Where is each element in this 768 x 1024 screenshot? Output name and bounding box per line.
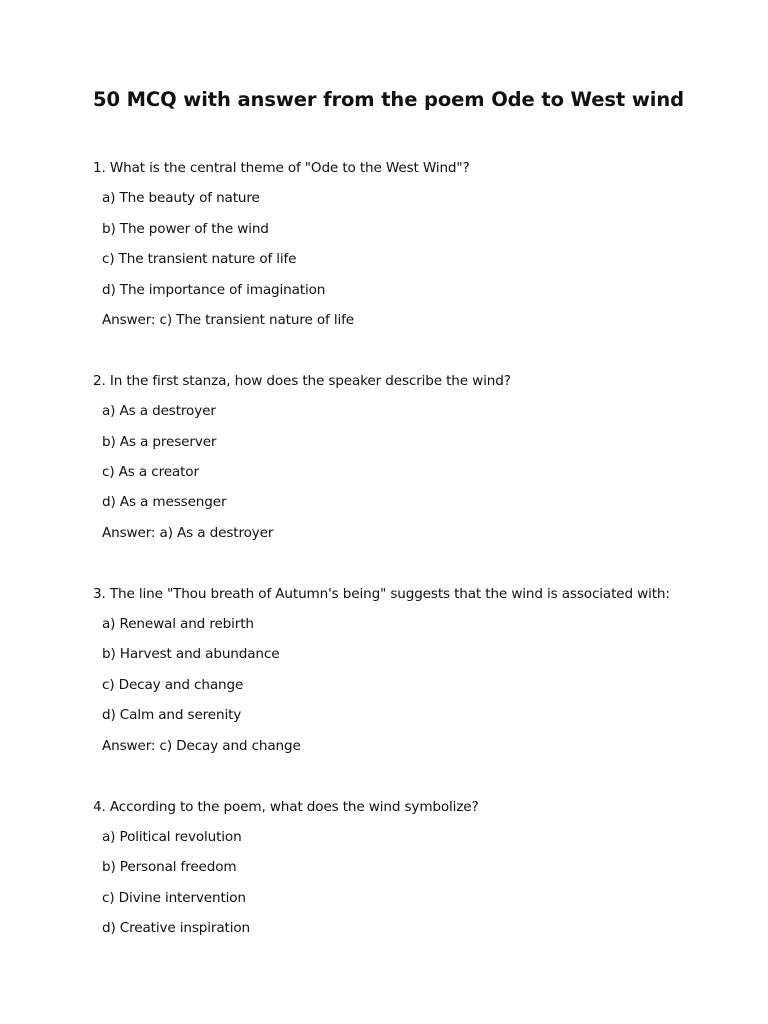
option-d: d) Creative inspiration: [102, 920, 250, 937]
option-a: a) As a destroyer: [102, 403, 216, 420]
option-b: b) As a preserver: [102, 433, 217, 450]
option-c: c) As a creator: [102, 464, 199, 481]
option-b: b) Personal freedom: [102, 859, 237, 876]
page-title: 50 MCQ with answer from the poem Ode to West wind: [93, 88, 684, 111]
option-b: b) The power of the wind: [102, 220, 269, 237]
option-c: c) Divine intervention: [102, 889, 246, 906]
option-d: d) The importance of imagination: [102, 281, 326, 298]
question-text: 2. In the first stanza, how does the speaker describe the wind?: [93, 372, 511, 389]
question-text: 1. What is the central theme of "Ode to the West Wind"?: [93, 160, 470, 176]
option-a: a) Political revolution: [102, 828, 242, 845]
question-list: [93, 153, 733, 974]
option-c: c) The transient nature of life: [102, 251, 297, 268]
option-d: d) As a messenger: [102, 494, 227, 511]
question-3: [93, 579, 733, 761]
option-d: d) Calm and serenity: [102, 707, 242, 724]
question-text: 3. The line "Thou breath of Autumn's being" suggests that the wind is associated with:: [93, 585, 670, 602]
answer-line: Answer: c) Decay and change: [102, 737, 301, 754]
question-2: [93, 366, 733, 548]
option-a: a) Renewal and rebirth: [102, 616, 254, 633]
answer-line: Answer: a) As a destroyer: [102, 524, 274, 541]
option-c: c) Decay and change: [102, 676, 244, 693]
option-a: a) The beauty of nature: [102, 190, 260, 207]
answer-line: Answer: c) The transient nature of life: [102, 311, 354, 328]
question-4: [93, 792, 733, 944]
question-text: 4. According to the poem, what does the wind symbolize?: [93, 798, 479, 815]
question-1: [93, 153, 733, 335]
option-b: b) Harvest and abundance: [102, 646, 280, 663]
